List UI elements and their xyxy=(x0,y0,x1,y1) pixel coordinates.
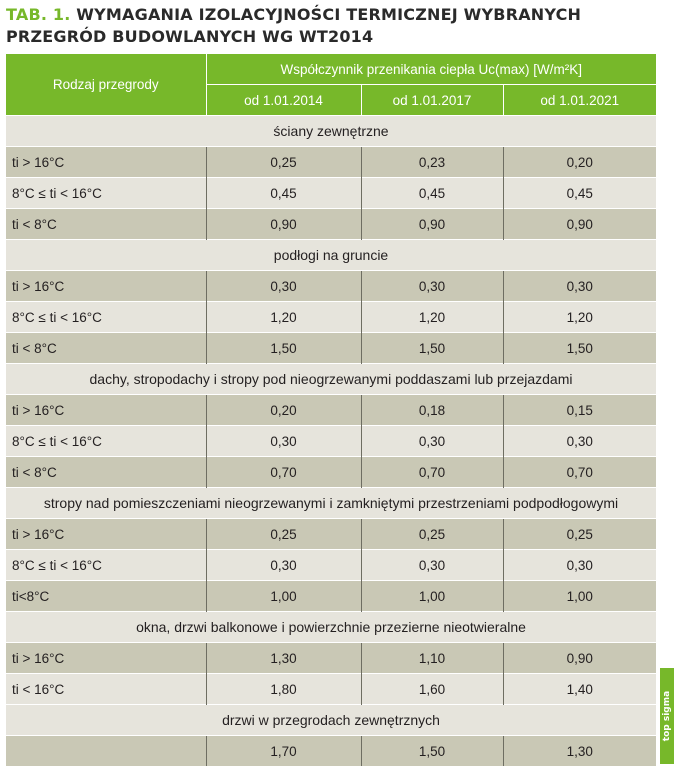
header-col1: od 1.01.2014 xyxy=(206,85,361,116)
value-cell-2: 0,90 xyxy=(361,209,503,240)
section-header: stropy nad pomieszczeniami nieogrzewanymi i zamkniętymi przestrzeniami podpodłogowymi xyxy=(6,488,656,519)
value-cell-3: 1,50 xyxy=(503,333,656,364)
header-col2: od 1.01.2017 xyxy=(361,85,503,116)
value-cell-3: 1,20 xyxy=(503,302,656,333)
row-label: 8°C ≤ ti < 16°C xyxy=(6,426,206,457)
row-label: ti<8°C xyxy=(6,581,206,612)
value-cell-1: 1,20 xyxy=(206,302,361,333)
value-cell-1: 0,20 xyxy=(206,395,361,426)
value-cell-3: 0,90 xyxy=(503,643,656,674)
row-label: ti < 16°C xyxy=(6,674,206,705)
value-cell-1: 0,90 xyxy=(206,209,361,240)
table-row xyxy=(6,147,656,178)
table-title xyxy=(6,4,581,48)
value-cell-1: 0,30 xyxy=(206,550,361,581)
table-label: TAB. 1. xyxy=(6,5,71,24)
table-row xyxy=(6,426,656,457)
section-header: ściany zewnętrzne xyxy=(6,116,656,147)
row-label: 8°C ≤ ti < 16°C xyxy=(6,302,206,333)
value-cell-3: 0,90 xyxy=(503,209,656,240)
table-row xyxy=(6,302,656,333)
requirements-table xyxy=(6,54,656,766)
value-cell-1: 1,00 xyxy=(206,581,361,612)
side-tab-label: top sigma xyxy=(662,690,672,742)
row-label: ti < 8°C xyxy=(6,333,206,364)
value-cell-1: 1,30 xyxy=(206,643,361,674)
table-title-line2: PRZEGRÓD BUDOWLANYCH WG WT2014 xyxy=(6,27,374,46)
section-header: okna, drzwi balkonowe i powierzchnie przezierne nieotwieralne xyxy=(6,612,656,643)
value-cell-1: 0,45 xyxy=(206,178,361,209)
table-row xyxy=(6,457,656,488)
value-cell-1: 1,70 xyxy=(206,736,361,766)
value-cell-3: 0,30 xyxy=(503,550,656,581)
table-row xyxy=(6,550,656,581)
header-rodzaj: Rodzaj przegrody xyxy=(6,54,206,116)
row-label: 8°C ≤ ti < 16°C xyxy=(6,178,206,209)
table-row xyxy=(6,271,656,302)
side-tab xyxy=(660,668,674,764)
value-cell-2: 0,30 xyxy=(361,426,503,457)
value-cell-3: 0,30 xyxy=(503,426,656,457)
row-label: ti > 16°C xyxy=(6,519,206,550)
row-label xyxy=(6,736,206,766)
value-cell-1: 0,25 xyxy=(206,147,361,178)
value-cell-3: 1,40 xyxy=(503,674,656,705)
value-cell-2: 0,18 xyxy=(361,395,503,426)
table-title-line1: WYMAGANIA IZOLACYJNOŚCI TERMICZNEJ WYBRANYCH xyxy=(76,5,582,24)
value-cell-1: 0,30 xyxy=(206,271,361,302)
value-cell-2: 0,30 xyxy=(361,271,503,302)
row-label: ti < 8°C xyxy=(6,209,206,240)
value-cell-2: 0,30 xyxy=(361,550,503,581)
value-cell-1: 1,80 xyxy=(206,674,361,705)
header-wspolczynnik: Współczynnik przenikania ciepła Uc(max) [W/m²K] xyxy=(206,54,656,85)
row-label: ti > 16°C xyxy=(6,271,206,302)
table-row xyxy=(6,581,656,612)
section-header: drzwi w przegrodach zewnętrznych xyxy=(6,705,656,736)
value-cell-3: 0,30 xyxy=(503,271,656,302)
header-col3: od 1.01.2021 xyxy=(503,85,656,116)
table-row xyxy=(6,209,656,240)
table-row xyxy=(6,333,656,364)
value-cell-1: 0,25 xyxy=(206,519,361,550)
table-row xyxy=(6,674,656,705)
value-cell-3: 0,70 xyxy=(503,457,656,488)
table-row xyxy=(6,736,656,766)
value-cell-3: 0,25 xyxy=(503,519,656,550)
value-cell-2: 1,10 xyxy=(361,643,503,674)
value-cell-1: 1,50 xyxy=(206,333,361,364)
value-cell-1: 0,70 xyxy=(206,457,361,488)
section-header: dachy, stropodachy i stropy pod nieogrzewanymi poddaszami lub przejazdami xyxy=(6,364,656,395)
value-cell-3: 1,30 xyxy=(503,736,656,766)
value-cell-2: 1,20 xyxy=(361,302,503,333)
value-cell-2: 1,50 xyxy=(361,333,503,364)
value-cell-2: 1,00 xyxy=(361,581,503,612)
table-row xyxy=(6,519,656,550)
row-label: ti > 16°C xyxy=(6,147,206,178)
value-cell-2: 0,70 xyxy=(361,457,503,488)
value-cell-2: 0,23 xyxy=(361,147,503,178)
table-row xyxy=(6,643,656,674)
value-cell-1: 0,30 xyxy=(206,426,361,457)
table-row xyxy=(6,395,656,426)
value-cell-2: 0,25 xyxy=(361,519,503,550)
row-label: ti > 16°C xyxy=(6,643,206,674)
row-label: 8°C ≤ ti < 16°C xyxy=(6,550,206,581)
value-cell-3: 0,15 xyxy=(503,395,656,426)
value-cell-3: 0,45 xyxy=(503,178,656,209)
section-header: podłogi na gruncie xyxy=(6,240,656,271)
table-row xyxy=(6,178,656,209)
value-cell-2: 1,50 xyxy=(361,736,503,766)
row-label: ti < 8°C xyxy=(6,457,206,488)
value-cell-3: 0,20 xyxy=(503,147,656,178)
value-cell-3: 1,00 xyxy=(503,581,656,612)
value-cell-2: 0,45 xyxy=(361,178,503,209)
value-cell-2: 1,60 xyxy=(361,674,503,705)
row-label: ti > 16°C xyxy=(6,395,206,426)
